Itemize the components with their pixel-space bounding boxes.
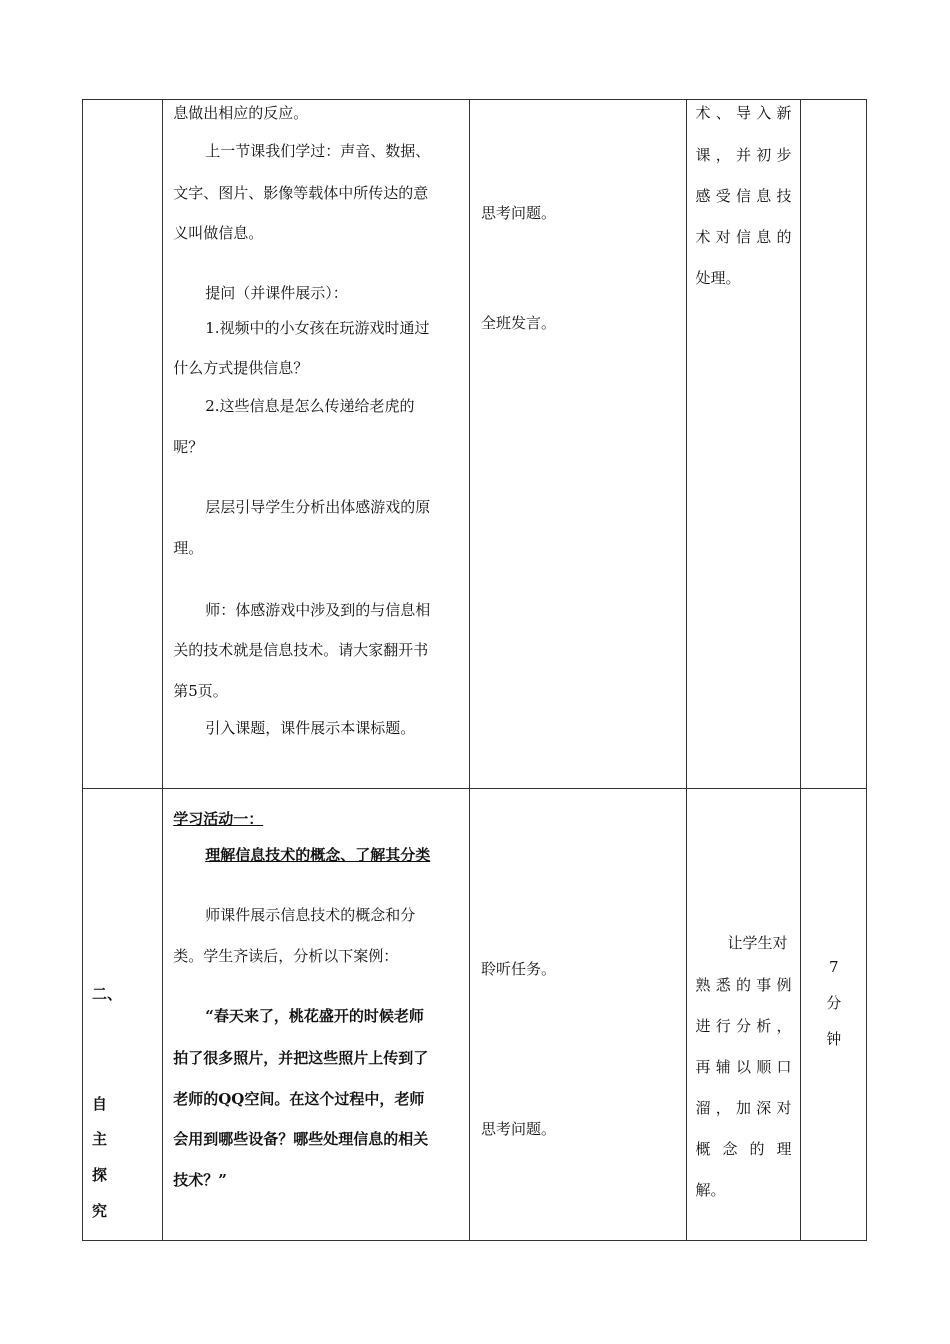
intent-line: 熟悉的事例	[695, 976, 792, 994]
time-unit-char: 钟	[826, 1030, 842, 1048]
stage-char: 自	[92, 1095, 108, 1113]
table-row-intro	[83, 100, 867, 789]
teacher-line: 关的技术就是信息技术。请大家翻开书	[173, 641, 429, 659]
teacher-line: 层层引导学生分析出体感游戏的原	[205, 498, 431, 516]
intent-line: 让学生对	[727, 934, 788, 952]
intent-line: 解。	[695, 1181, 726, 1199]
table-row-explore	[83, 789, 867, 1241]
teacher-line: 第5页。	[173, 682, 228, 700]
student-line: 思考问题。	[480, 1120, 556, 1138]
teacher-line: 上一节课我们学过：声音、数据、	[205, 142, 431, 160]
case-line: 会用到哪些设备？哪些处理信息的相关	[173, 1130, 429, 1148]
intent-line: 术、导入新	[695, 104, 792, 122]
intent-line: 术对信息的	[695, 228, 792, 246]
time-cell	[800, 789, 866, 1241]
teacher-line: 呢？	[173, 438, 204, 456]
student-line: 思考问题。	[480, 204, 556, 222]
student-line: 全班发言。	[480, 314, 556, 332]
teacher-line: 师课件展示信息技术的概念和分	[205, 906, 416, 924]
stage-char: 究	[92, 1202, 108, 1220]
case-line: 拍了很多照片，并把这些照片上传到了	[173, 1049, 429, 1067]
time-value: 7	[829, 958, 839, 976]
teacher-line: 1.视频中的小女孩在玩游戏时通过	[205, 319, 430, 337]
teacher-line: 引入课题，课件展示本课标题。	[205, 719, 416, 737]
teacher-line: 文字、图片、影像等载体中所传达的意	[173, 184, 429, 202]
teacher-line: 师：体感游戏中涉及到的与信息相	[205, 601, 431, 619]
intent-line: 溜，加深对	[695, 1099, 792, 1117]
design-intent-cell	[686, 100, 800, 789]
stage-char: 探	[92, 1166, 108, 1184]
intent-line: 课，并初步	[695, 146, 792, 164]
time-unit-char: 分	[826, 994, 842, 1012]
activity-heading: 学习活动一：	[173, 810, 264, 828]
teacher-line: 什么方式提供信息？	[173, 359, 309, 377]
intent-line: 进行分析，	[695, 1017, 792, 1035]
case-line: 技术？”	[173, 1171, 227, 1189]
stage-cell-empty	[83, 100, 163, 789]
case-line: “春天来了，桃花盛开的时候老师	[205, 1007, 424, 1025]
case-line: 老师的QQ空间。在这个过程中，老师	[173, 1090, 425, 1108]
teacher-line: 提问（并课件展示）：	[205, 284, 348, 302]
student-activity-cell	[469, 789, 686, 1241]
teacher-activity-cell	[163, 100, 470, 789]
teacher-line: 息做出相应的反应。	[173, 104, 309, 122]
student-activity-cell	[469, 100, 686, 789]
intent-line: 再辅以顺口	[695, 1058, 792, 1076]
teacher-line: 理。	[173, 539, 204, 557]
teacher-line: 义叫做信息。	[173, 224, 264, 242]
teacher-activity-cell	[163, 789, 470, 1241]
student-line: 聆听任务。	[480, 960, 556, 978]
time-cell-empty	[800, 100, 866, 789]
stage-number: 二、	[92, 985, 123, 1003]
stage-char: 主	[92, 1130, 108, 1148]
design-intent-cell	[686, 789, 800, 1241]
intent-line: 处理。	[695, 269, 741, 287]
stage-cell	[83, 789, 163, 1241]
lesson-plan-table	[82, 99, 867, 1241]
intent-line: 感受信息技	[695, 187, 792, 205]
activity-subheading: 理解信息技术的概念、了解其分类	[205, 846, 431, 864]
teacher-line: 类。学生齐读后，分析以下案例：	[173, 947, 399, 965]
intent-line: 概念的理	[695, 1140, 792, 1158]
teacher-line: 2.这些信息是怎么传递给老虎的	[205, 397, 415, 415]
